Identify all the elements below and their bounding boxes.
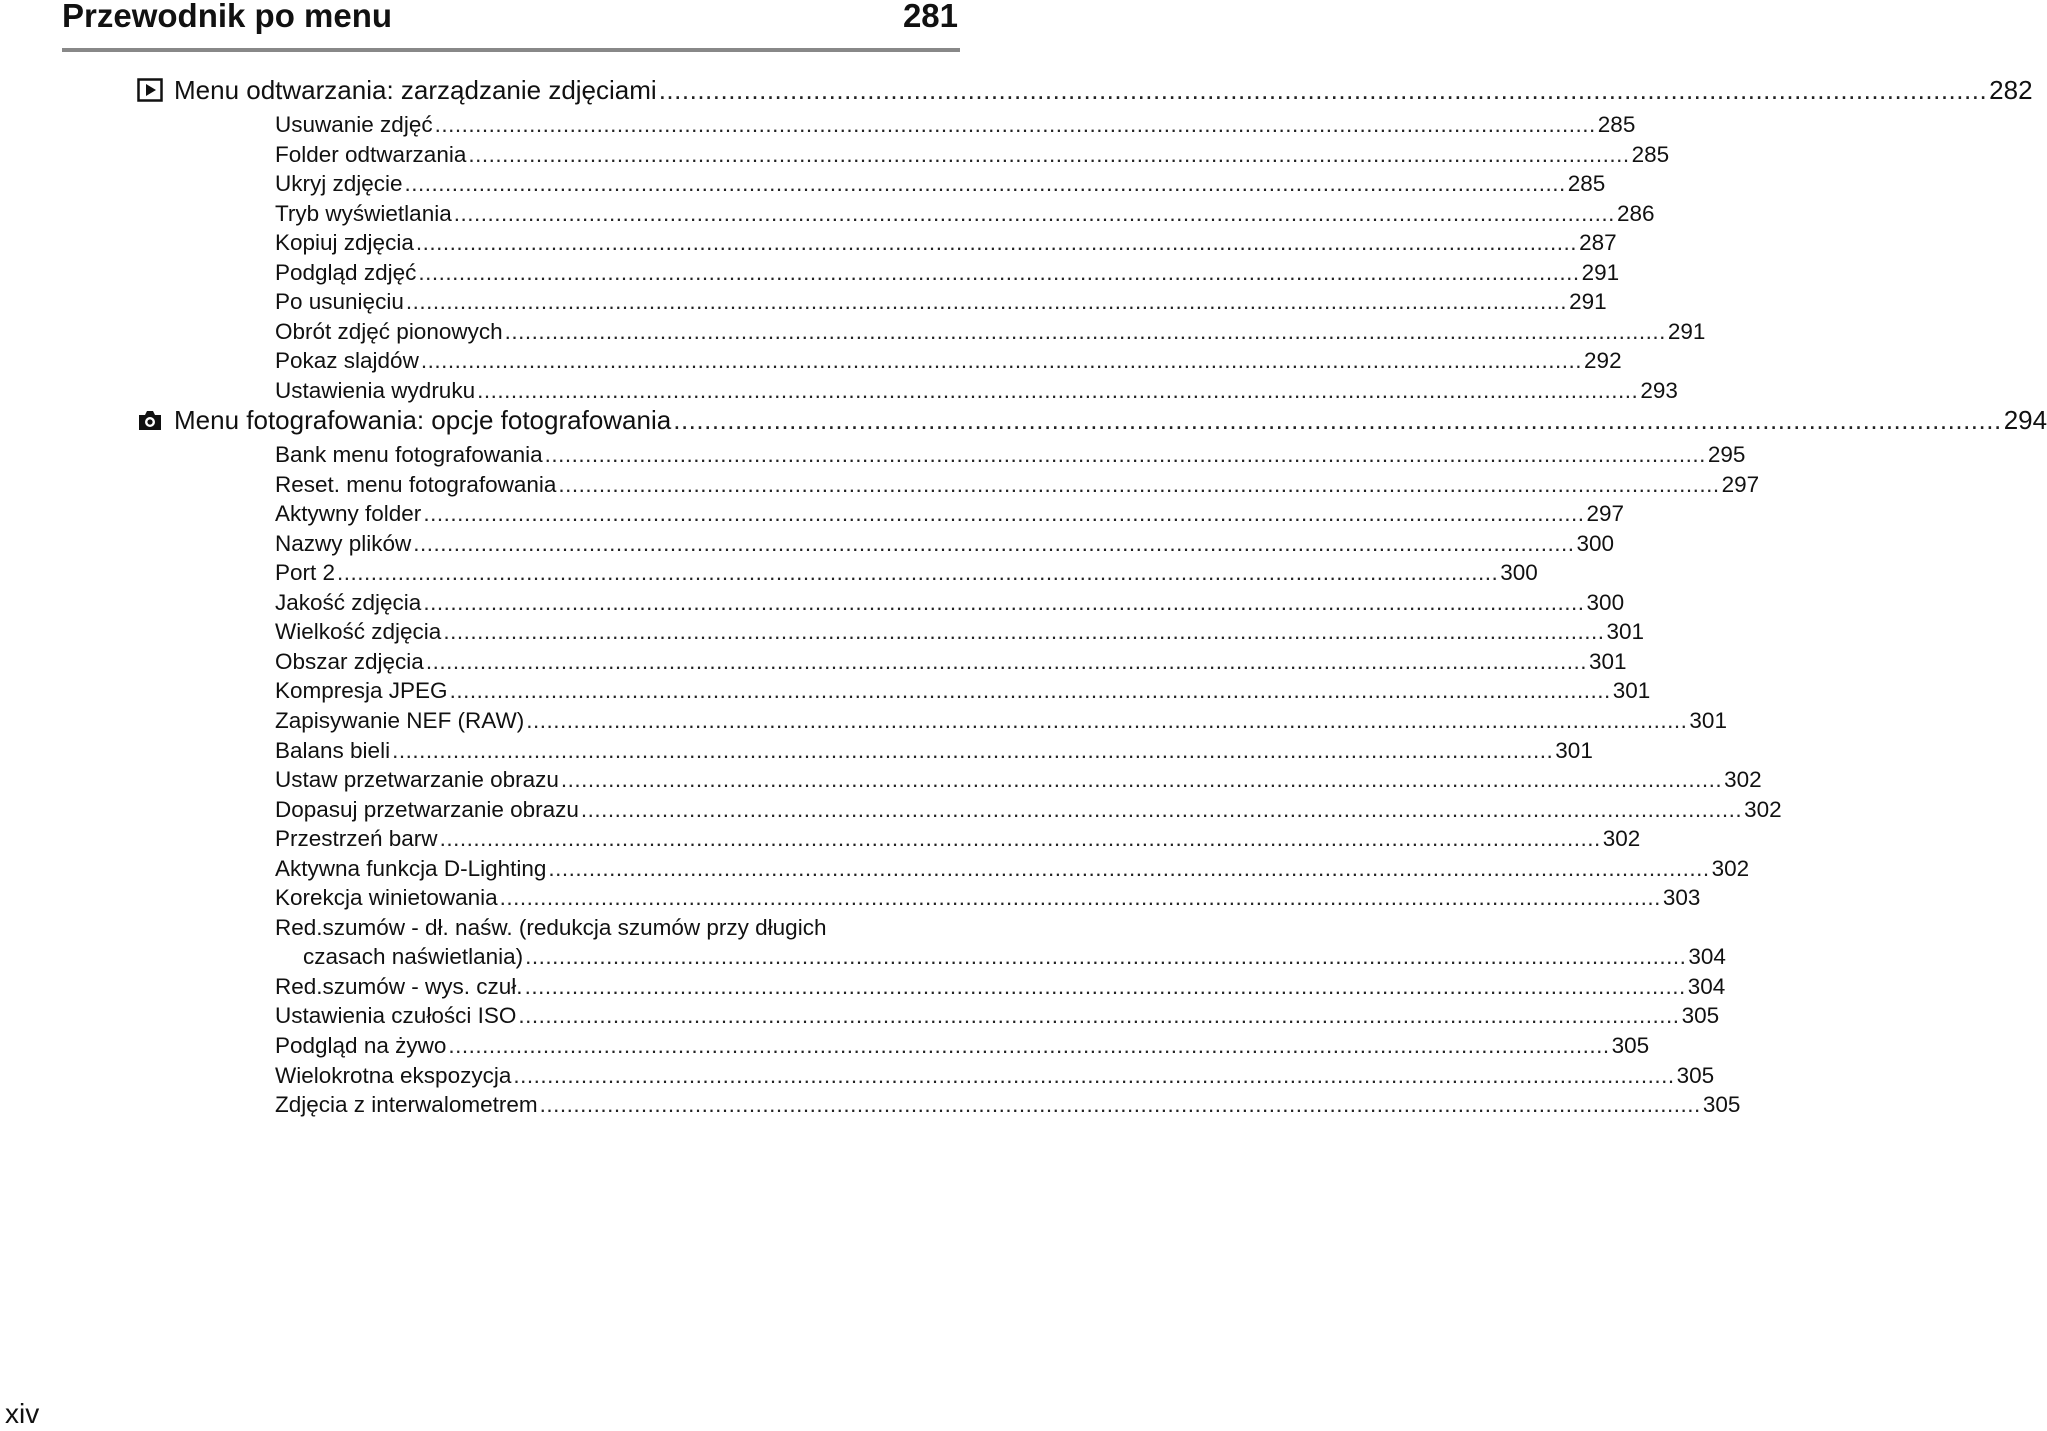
entry-label: Podgląd na żywo	[275, 1033, 447, 1058]
entry-label: Bank menu fotografowania	[275, 442, 543, 467]
entry-page-number: 305	[1676, 1063, 1715, 1088]
entry-label: Zdjęcia z interwalometrem	[275, 1092, 538, 1117]
entry-page-number: 286	[1616, 201, 1655, 226]
toc-entry[interactable]	[275, 972, 1726, 1001]
page-title: Przewodnik po menu	[62, 0, 393, 34]
playback-icon	[137, 77, 163, 101]
entry-label: Red.szumów - dł. naśw. (redukcja szumów przy długich	[275, 915, 827, 940]
toc-entry[interactable]	[275, 258, 1620, 287]
dot-leader: ............................................................................................................................................................................	[434, 112, 1596, 137]
entry-label: Podgląd zdjęć	[275, 260, 417, 285]
entry-page-number: 302	[1602, 826, 1641, 851]
dot-leader: ............................................................................................................................................................................	[499, 885, 1661, 910]
dot-leader: ............................................................................................................................................................................	[468, 142, 1630, 167]
toc-entry[interactable]	[275, 287, 1607, 316]
entry-label: Folder odtwarzania	[275, 142, 467, 167]
entry-page-number: 291	[1667, 319, 1706, 344]
toc-entry[interactable]	[275, 140, 1670, 169]
entry-label: Aktywny folder	[275, 501, 422, 526]
entry-label: Pokaz slajdów	[275, 348, 419, 373]
dot-leader: ............................................................................................................................................................................	[477, 378, 1639, 403]
dot-leader: ............................................................................................................................................................................	[415, 230, 1578, 255]
entry-page-number: 297	[1721, 472, 1760, 497]
entry-label: Przestrzeń barw	[275, 826, 438, 851]
entry-label: Nazwy plików	[275, 531, 412, 556]
dot-leader: ............................................................................................................................................................................	[548, 856, 1710, 881]
dot-leader: ............................................................................................................................................................................	[525, 944, 1687, 969]
entry-label: Obszar zdjęcia	[275, 649, 424, 674]
camera-icon	[137, 407, 163, 431]
entry-page-number: 300	[1576, 531, 1615, 556]
page-number: 281	[902, 0, 958, 34]
entry-page-number: 285	[1597, 112, 1636, 137]
entry-label: Kompresja JPEG	[275, 678, 448, 703]
dot-leader: ............................................................................................................................................................................	[418, 260, 1580, 285]
toc-entry[interactable]	[275, 617, 1645, 646]
toc-entry[interactable]	[275, 854, 1750, 883]
toc-entry[interactable]	[275, 110, 1636, 139]
entry-label: Ustawienia wydruku	[275, 378, 476, 403]
entry-label: Usuwanie zdjęć	[275, 112, 433, 137]
entry-label: Reset. menu fotografowania	[275, 472, 557, 497]
entry-page-number: 302	[1711, 856, 1750, 881]
entry-page-number: 282	[1989, 75, 2033, 105]
entry-page-number: 285	[1567, 171, 1606, 196]
entry-label: Red.szumów - wys. czuł.	[275, 974, 523, 999]
header-rule	[62, 48, 960, 52]
entry-page-number: 291	[1581, 260, 1620, 285]
dot-leader: ............................................................................................................................................................................	[560, 767, 1723, 792]
entry-label: Port 2	[275, 560, 336, 585]
toc-entry[interactable]	[275, 470, 1760, 499]
entry-page-number: 287	[1579, 230, 1617, 255]
toc-entry[interactable]	[275, 529, 1615, 558]
toc-entry[interactable]	[275, 647, 1627, 676]
dot-leader: ............................................................................................................................................................................	[673, 405, 2002, 435]
toc-entry-continuation[interactable]	[303, 942, 1726, 971]
toc-entry[interactable]	[275, 1061, 1715, 1090]
dot-leader: ............................................................................................................................................................................	[580, 797, 1743, 822]
entry-page-number: 291	[1569, 289, 1607, 314]
footer-page-number: xiv	[5, 1398, 40, 1429]
entry-page-number: 301	[1589, 649, 1627, 674]
dot-leader: ............................................................................................................................................................................	[658, 75, 1988, 105]
entry-page-number: 285	[1631, 142, 1670, 167]
toc-entry[interactable]	[275, 1090, 1741, 1119]
entry-label: Zapisywanie NEF (RAW)	[275, 708, 525, 733]
entry-label: Jakość zdjęcia	[275, 590, 422, 615]
dot-leader: ............................................................................................................................................................................	[513, 1063, 1675, 1088]
entry-page-number: 294	[2003, 405, 2047, 435]
dot-leader: ............................................................................................................................................................................	[439, 826, 1601, 851]
entry-label: Dopasuj przetwarzanie obrazu	[275, 797, 579, 822]
toc-entry[interactable]	[275, 346, 1622, 375]
entry-page-number: 305	[1611, 1033, 1650, 1058]
dot-leader: ............................................................................................................................................................................	[423, 501, 1585, 526]
dot-leader: ............................................................................................................................................................................	[404, 171, 1566, 196]
entry-label: Korekcja winietowania	[275, 885, 498, 910]
toc-entry[interactable]	[275, 317, 1706, 346]
entry-label: Kopiuj zdjęcia	[275, 230, 414, 255]
toc-section-1[interactable]	[137, 74, 2033, 106]
dot-leader: ............................................................................................................................................................................	[425, 649, 1588, 674]
toc-entry[interactable]	[275, 1001, 1720, 1030]
dot-leader: ............................................................................................................................................................................	[392, 738, 1554, 763]
dot-leader: ............................................................................................................................................................................	[504, 319, 1666, 344]
entry-label: Ustaw przetwarzanie obrazu	[275, 767, 559, 792]
entry-page-number: 301	[1606, 619, 1645, 644]
dot-leader: ............................................................................................................................................................................	[539, 1092, 1701, 1117]
entry-page-number: 305	[1702, 1092, 1741, 1117]
toc-entry[interactable]	[275, 499, 1625, 528]
dot-leader: ............................................................................................................................................................................	[443, 619, 1605, 644]
toc-entry[interactable]	[275, 558, 1538, 587]
dot-leader: ............................................................................................................................................................................	[558, 472, 1720, 497]
entry-label: Obrót zdjęć pionowych	[275, 319, 503, 344]
entry-label: Wielokrotna ekspozycja	[275, 1063, 512, 1088]
entry-page-number: 304	[1687, 974, 1726, 999]
dot-leader: ............................................................................................................................................................................	[405, 289, 1568, 314]
toc-entry[interactable]	[275, 199, 1655, 228]
dot-leader: ............................................................................................................................................................................	[524, 974, 1686, 999]
dot-leader: ............................................................................................................................................................................	[448, 1033, 1610, 1058]
page-header	[62, 0, 960, 38]
dot-leader: ............................................................................................................................................................................	[420, 348, 1583, 373]
dot-leader: ............................................................................................................................................................................	[337, 560, 1499, 585]
entry-page-number: 305	[1681, 1003, 1720, 1028]
dot-leader: ............................................................................................................................................................................	[518, 1003, 1680, 1028]
entry-page-number: 292	[1584, 348, 1622, 373]
toc-entry[interactable]	[275, 765, 1762, 794]
entry-page-number: 302	[1724, 767, 1762, 792]
toc-entry[interactable]	[275, 883, 1701, 912]
entry-label: Wielkość zdjęcia	[275, 619, 442, 644]
toc-entry[interactable]	[275, 676, 1651, 705]
toc-section-2[interactable]	[137, 404, 2047, 436]
entry-label: Menu odtwarzania: zarządzanie zdjęciami	[174, 75, 657, 105]
dot-leader: ............................................................................................................................................................................	[423, 590, 1585, 615]
toc-entry[interactable]	[275, 1031, 1650, 1060]
entry-page-number: 301	[1689, 708, 1727, 733]
toc-entry[interactable]	[275, 228, 1617, 257]
entry-page-number: 301	[1612, 678, 1651, 703]
entry-label: Aktywna funkcja D-Lighting	[275, 856, 547, 881]
entry-label: Balans bieli	[275, 738, 391, 763]
entry-page-number: 300	[1500, 560, 1538, 585]
entry-label: Ukryj zdjęcie	[275, 171, 403, 196]
toc-entry[interactable]	[275, 376, 1678, 405]
entry-label: Menu fotografowania: opcje fotografowania	[174, 405, 672, 435]
toc-entry[interactable]	[275, 824, 1641, 853]
entry-page-number: 297	[1586, 501, 1625, 526]
dot-leader: ............................................................................................................................................................................	[449, 678, 1611, 703]
entry-label: Tryb wyświetlania	[275, 201, 452, 226]
toc-entry[interactable]	[275, 736, 1593, 765]
entry-page-number: 303	[1662, 885, 1701, 910]
entry-label: Po usunięciu	[275, 289, 404, 314]
dot-leader: ............................................................................................................................................................................	[544, 442, 1706, 467]
entry-page-number: 304	[1688, 944, 1726, 969]
dot-leader: ............................................................................................................................................................................	[413, 531, 1575, 556]
entry-page-number: 293	[1640, 378, 1678, 403]
dot-leader: ............................................................................................................................................................................	[526, 708, 1688, 733]
entry-page-number: 301	[1555, 738, 1593, 763]
toc-entry[interactable]	[275, 706, 1727, 735]
entry-label: Ustawienia czułości ISO	[275, 1003, 517, 1028]
toc-entry[interactable]	[275, 795, 1782, 824]
entry-page-number: 302	[1744, 797, 1782, 822]
toc-entry[interactable]	[275, 913, 958, 942]
toc-entry[interactable]	[275, 169, 1606, 198]
toc-entry[interactable]	[275, 440, 1746, 469]
entry-page-number: 295	[1707, 442, 1746, 467]
dot-leader: ............................................................................................................................................................................	[453, 201, 1615, 226]
entry-page-number: 300	[1586, 590, 1625, 615]
entry-label: czasach naświetlania)	[303, 944, 524, 969]
toc-entry[interactable]	[275, 588, 1625, 617]
